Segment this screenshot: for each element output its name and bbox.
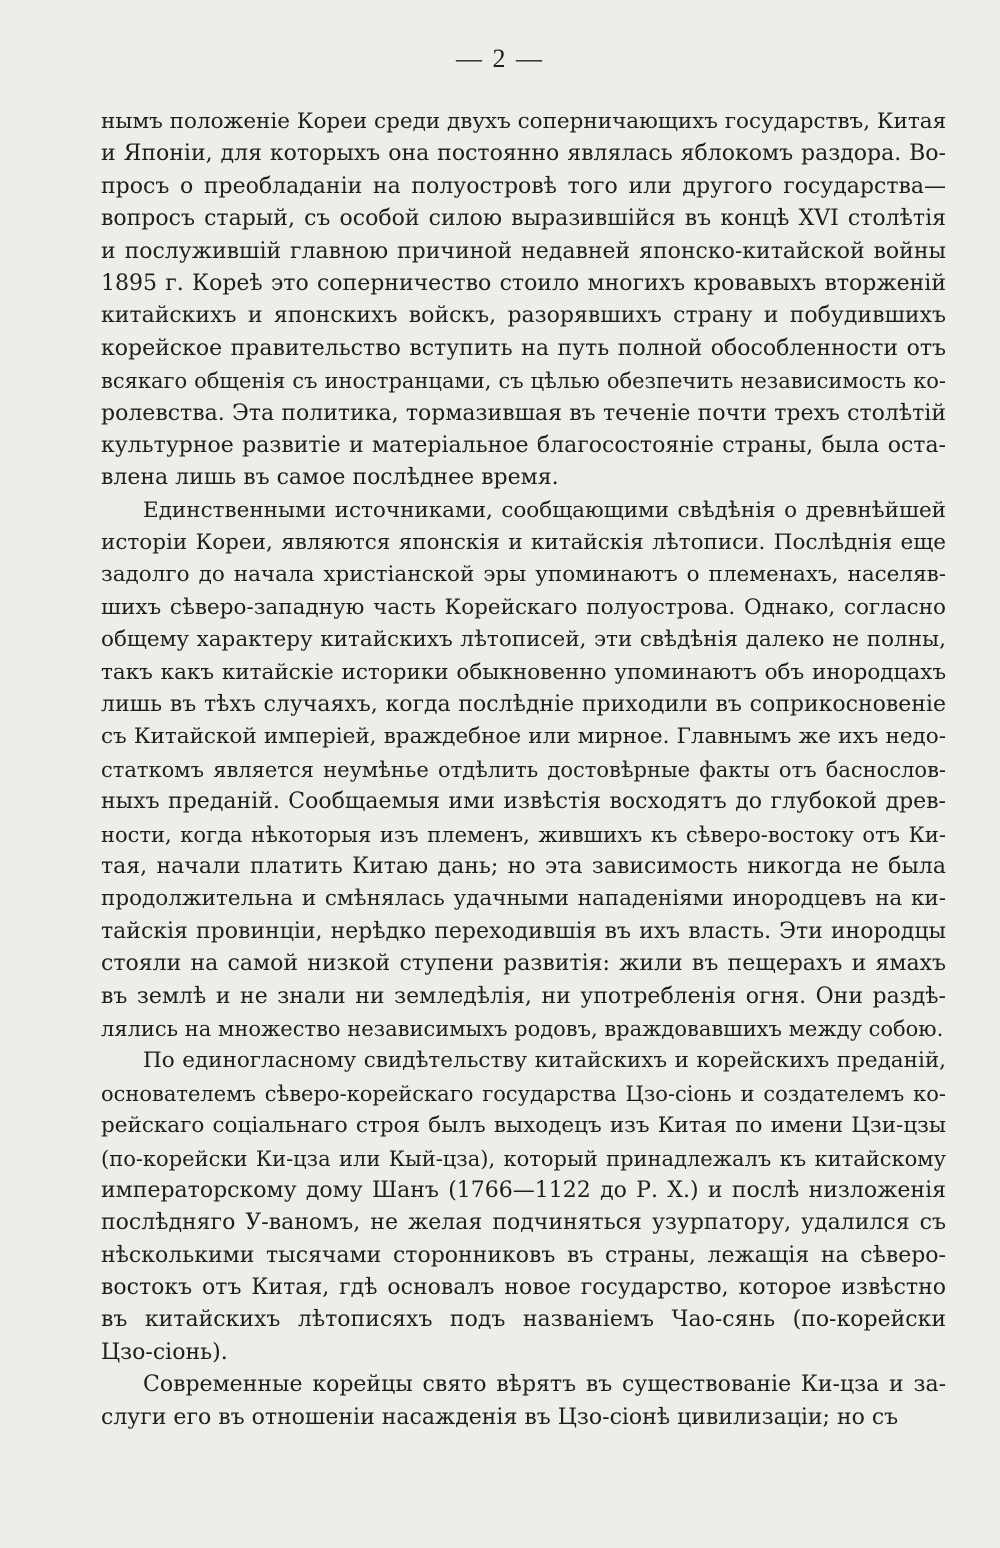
text-line: вопросъ старый, съ особой силою выразившійся въ концѣ XVI столѣтія bbox=[101, 206, 946, 232]
paragraph bbox=[101, 1369, 946, 1434]
text-line: нѣсколькими тысячами сторонниковъ въ страны, лежащія на сѣверо- bbox=[101, 1242, 946, 1268]
text-line: ролевства. Эта политика, тормазившая въ теченіе почти трехъ столѣтій bbox=[101, 400, 946, 426]
text-line: (по-корейски Ки-цза или Кый-цза), который принадлежалъ къ китайскому bbox=[101, 1146, 946, 1171]
text-line: Современные корейцы свято вѣрятъ въ существованіе Ки-цза и за- bbox=[143, 1372, 946, 1398]
text-line: тая, начали платить Китаю дань; но эта зависимость никогда не была bbox=[101, 853, 946, 879]
text-line: корейское правительство вступить на путь полной обособленности отъ bbox=[101, 335, 946, 361]
text-line: съ Китайской имперіей, враждебное или мирное. Главнымъ же ихъ недо- bbox=[101, 724, 946, 750]
paragraph bbox=[101, 106, 946, 495]
text-line: въ землѣ и не знали ни земледѣлія, ни употребленія огня. Они раздѣ- bbox=[101, 983, 946, 1009]
text-line: статкомъ является неумѣнье отдѣлить достовѣрные факты отъ баснослов- bbox=[101, 757, 946, 782]
text-line: рейскаго соціальнаго строя былъ выходецъ изъ Китая по имени Цзи-цзы bbox=[101, 1113, 946, 1139]
text-line: влена лишь въ самое послѣднее время. bbox=[101, 465, 559, 491]
text-line: лишь въ тѣхъ случаяхъ, когда послѣдніе приходили въ соприкосновеніе bbox=[101, 692, 946, 718]
text-line: общему характеру китайскихъ лѣтописей, эти свѣдѣнія далеко не полны, bbox=[101, 627, 946, 653]
text-line: исторіи Кореи, являются японскія и китайскія лѣтописи. Послѣднія еще bbox=[101, 530, 946, 556]
text-line: всякаго общенія съ иностранцами, съ цѣлью обезпечить независимость ко- bbox=[101, 369, 946, 394]
body-text bbox=[101, 106, 946, 1434]
text-line: нымъ положеніе Кореи среди двухъ соперничающихъ государствъ, Китая bbox=[101, 109, 947, 134]
text-line: и Японіи, для которыхъ она постоянно являлась яблокомъ раздора. Во- bbox=[101, 141, 946, 167]
text-line: просъ о преобладаніи на полуостровѣ того или другого государства— bbox=[101, 173, 946, 199]
text-line: послѣдняго У-ваномъ, не желая подчиняться узурпатору, удалился съ bbox=[101, 1210, 946, 1236]
text-line: слуги его въ отношеніи насажденія въ Цзо-сіонѣ цивилизаціи; но съ bbox=[101, 1404, 899, 1430]
text-line: въ китайскихъ лѣтописяхъ подъ названіемъ Чао-сянь (по-корейски bbox=[101, 1307, 946, 1333]
paragraph bbox=[101, 495, 946, 1046]
page-number: — 2 — bbox=[456, 44, 544, 73]
text-line: ности, когда нѣкоторыя изъ племенъ, жившихъ къ сѣверо-востоку отъ Ки- bbox=[101, 822, 946, 847]
text-line: такъ какъ китайскіе историки обыкновенно упоминаютъ объ инородцахъ bbox=[101, 659, 946, 685]
text-line: По единогласному свидѣтельству китайскихъ и корейскихъ преданій, bbox=[143, 1048, 946, 1074]
text-line: основателемъ сѣверо-корейскаго государства Цзо-сіонь и создателемъ ко- bbox=[101, 1081, 946, 1106]
paragraph bbox=[101, 1045, 946, 1369]
text-line: востокъ отъ Китая, гдѣ основалъ новое государство, которое извѣстно bbox=[101, 1275, 946, 1301]
text-line: 1895 г. Кореѣ это соперничество стоило многихъ кровавыхъ вторженій bbox=[101, 270, 946, 296]
text-line: тайскія провинціи, нерѣдко переходившія въ ихъ власть. Эти инородцы bbox=[101, 918, 946, 944]
text-line: задолго до начала христіанской эры упоминаютъ о племенахъ, населяв- bbox=[101, 562, 946, 588]
text-line: продолжительна и смѣнялась удачными нападеніями инородцевъ на ки- bbox=[101, 886, 946, 912]
text-line: Цзо-сіонь). bbox=[101, 1339, 228, 1365]
text-line: лялись на множество независимыхъ родовъ, враждовавшихъ между собою. bbox=[101, 1016, 944, 1041]
text-line: стояли на самой низкой ступени развитія: жили въ пещерахъ и ямахъ bbox=[101, 951, 946, 977]
text-line: культурное развитіе и матеріальное благосостояніе страны, была оста- bbox=[101, 432, 946, 458]
text-line: китайскихъ и японскихъ войскъ, разорявшихъ страну и побудившихъ bbox=[101, 303, 946, 329]
text-line: ныхъ преданій. Сообщаемыя ими извѣстія восходятъ до глубокой древ- bbox=[101, 789, 946, 815]
text-line: императорскому дому Шанъ (1766—1122 до Р. Х.) и послѣ низложенія bbox=[101, 1177, 946, 1203]
text-line: и послужившій главною причиной недавней японско-китайской войны bbox=[101, 238, 946, 264]
text-line: шихъ сѣверо-западную часть Корейскаго полуострова. Однако, согласно bbox=[101, 594, 946, 620]
text-line: Единственными источниками, сообщающими свѣдѣнія о древнѣйшей bbox=[143, 497, 946, 523]
